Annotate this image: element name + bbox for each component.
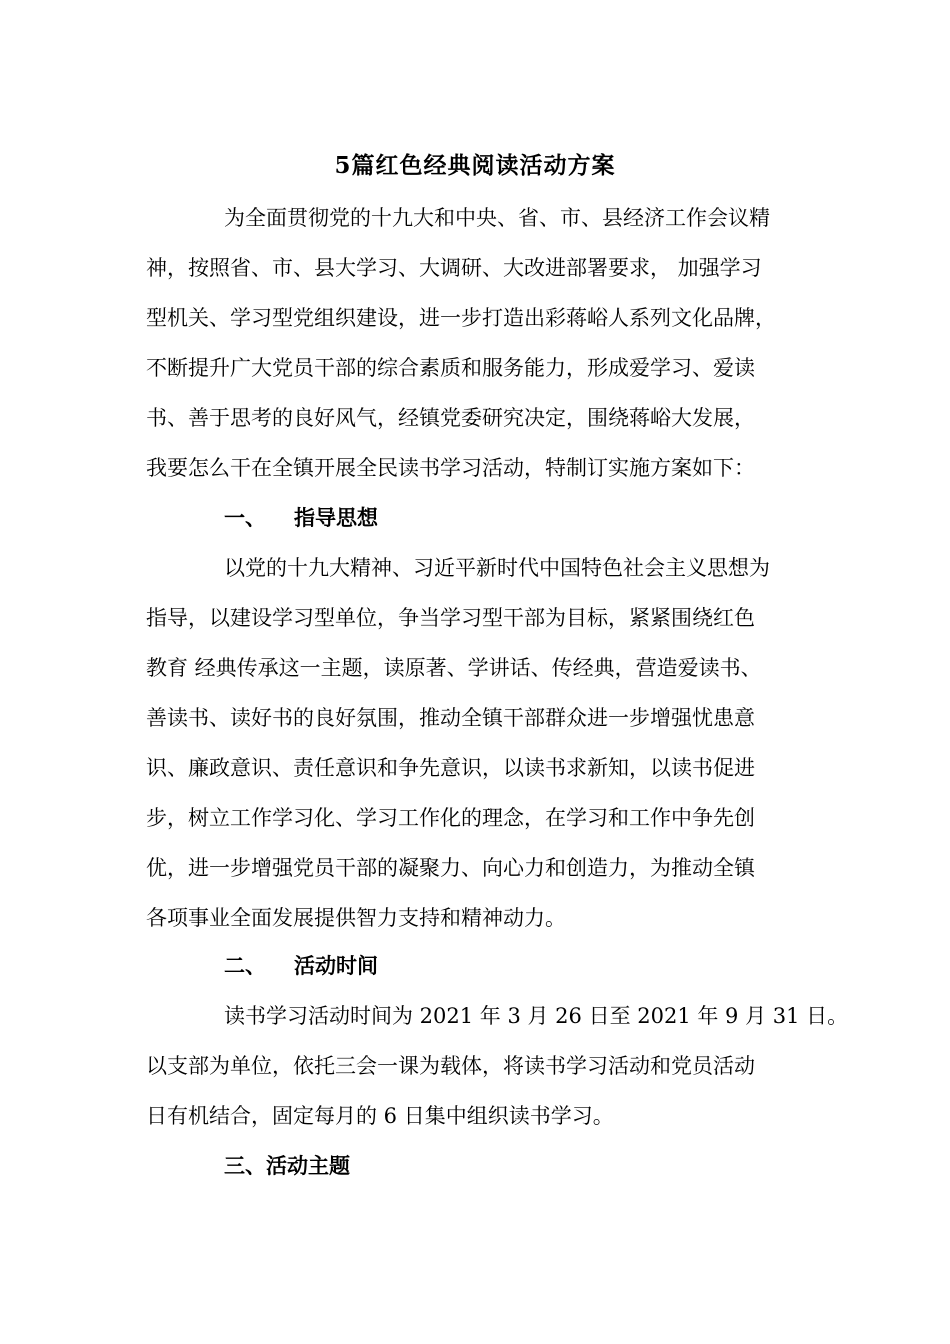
intro-line: 不断提升广大党员干部的综合素质和服务能力，形成爱学习、爱读 <box>146 356 755 380</box>
section1-line: 善读书、读好书的良好氛围，推动全镇干部群众进一步增强忧患意 <box>146 706 755 730</box>
section1-line: 各项事业全面发展提供智力支持和精神动力。 <box>146 906 566 930</box>
section1-line: 步，树立工作学习化、学习工作化的理念，在学习和工作中争先创 <box>146 806 755 830</box>
intro-line: 型机关、学习型党组织建设，进一步打造出彩蒋峪人系列文化品牌， <box>146 306 776 330</box>
section1-line: 以党的十九大精神、习近平新时代中国特色社会主义思想为 <box>224 556 770 580</box>
intro-line: 书、善于思考的良好风气，经镇党委研究决定，围绕蒋峪大发展， <box>146 406 755 430</box>
section-title: 活动时间 <box>294 953 378 978</box>
section-heading-guiding-ideology <box>224 503 378 533</box>
section-heading-activity-theme: 三、活动主题 <box>224 1153 350 1178</box>
document-title: 5篇红色经典阅读活动方案 <box>334 152 616 179</box>
section1-line: 教育 经典传承这一主题，读原著、学讲话、传经典，营造爱读书、 <box>146 656 762 680</box>
intro-line: 为全面贯彻党的十九大和中央、省、市、县经济工作会议精 <box>224 206 770 230</box>
section1-line: 优，进一步增强党员干部的凝聚力、向心力和创造力，为推动全镇 <box>146 856 755 880</box>
section2-line: 日有机结合，固定每月的 6 日集中组织读书学习。 <box>146 1104 614 1128</box>
section-title: 指导思想 <box>294 505 378 530</box>
section1-line: 识、廉政意识、责任意识和争先意识，以读书求新知，以读书促进 <box>146 756 755 780</box>
intro-line: 我要怎么干在全镇开展全民读书学习活动，特制订实施方案如下： <box>146 456 755 480</box>
section2-line: 读书学习活动时间为 2021 年 3 月 26 日至 2021 年 9 月 31 日。 <box>224 1004 849 1028</box>
section2-line: 以支部为单位，依托三会一课为载体，将读书学习活动和党员活动 <box>146 1054 755 1078</box>
section-heading-activity-time <box>224 951 378 981</box>
section-number: 一、 <box>224 505 266 530</box>
section-number: 二、 <box>224 953 266 978</box>
section1-line: 指导，以建设学习型单位，争当学习型干部为目标，紧紧围绕红色 <box>146 606 755 630</box>
intro-line: 神，按照省、市、县大学习、大调研、大改进部署要求， 加强学习 <box>146 256 762 280</box>
